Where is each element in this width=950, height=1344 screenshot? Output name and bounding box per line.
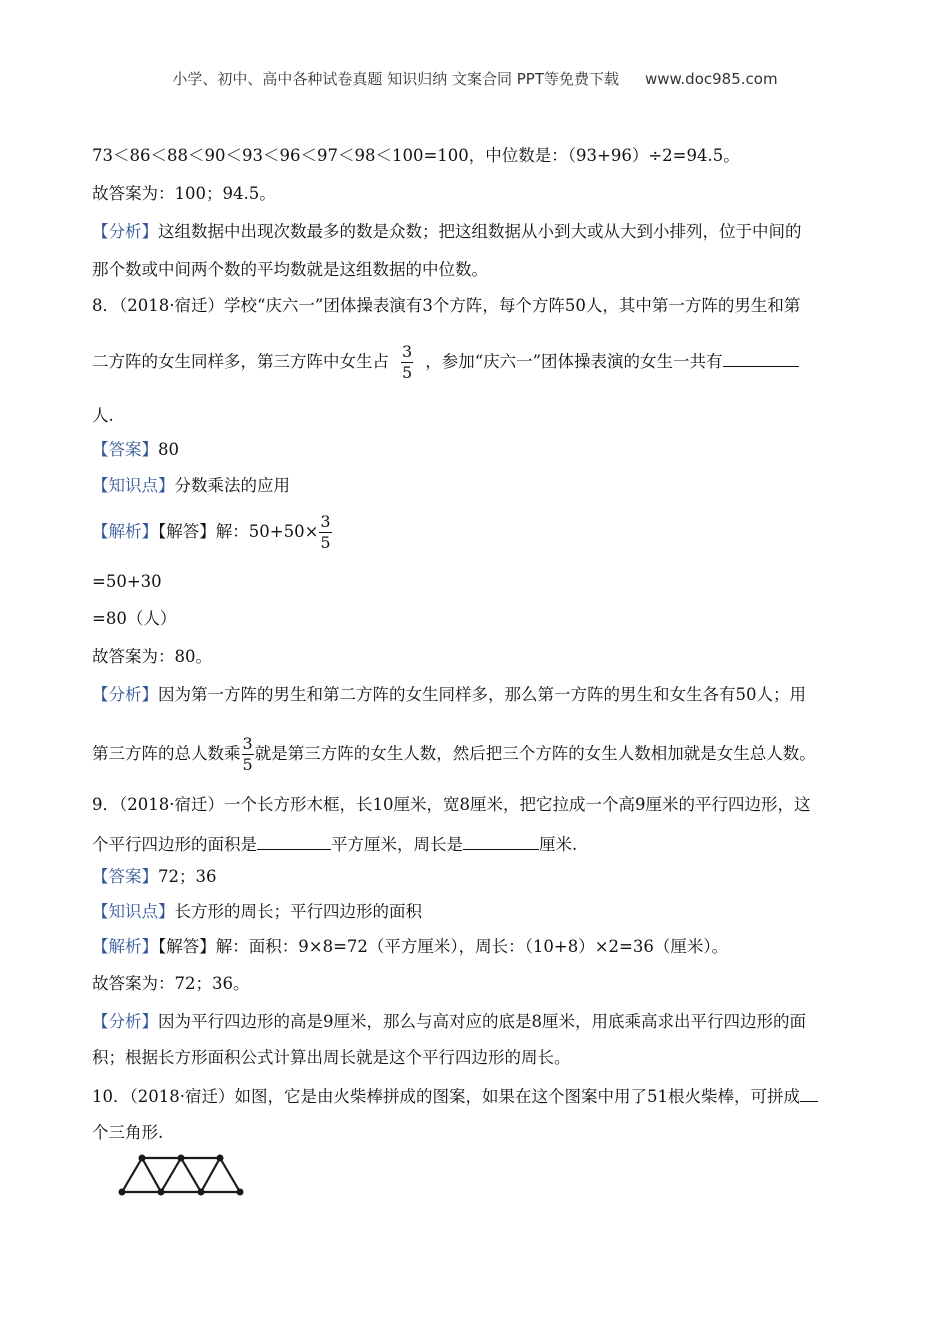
q10-question-line1 (92, 1085, 818, 1107)
matchstick (201, 1158, 220, 1192)
fraction-three-fifths (319, 512, 331, 553)
matchstick-triangles-figure (112, 1150, 252, 1202)
answer-blank[interactable] (800, 1085, 818, 1102)
answer-tag: 【答案】 (92, 440, 158, 459)
header-url[interactable]: www.doc985.com (644, 70, 778, 88)
q8-analysis (92, 685, 806, 705)
q8-answer-value: 80 (158, 440, 179, 459)
q8-knowledge (92, 476, 290, 496)
knowledge-tag: 【知识点】 (92, 902, 175, 921)
matchstick-joint (237, 1189, 244, 1196)
q7-analysis-cont: 那个数或中间两个数的平均数就是这组数据的中位数。 (92, 260, 488, 279)
analysis-tag: 【分析】 (92, 1012, 158, 1031)
q9-line2-part-c: 厘米. (539, 835, 578, 854)
matchstick-joint (217, 1155, 224, 1162)
q8-step1: =50+30 (92, 572, 162, 591)
fraction-three-fifths (242, 734, 254, 775)
q7-analysis (92, 222, 802, 242)
q8-knowledge-text: 分数乘法的应用 (174, 476, 290, 495)
fraction-denominator: 5 (242, 755, 253, 774)
q8-analysis-part-a: 第三方阵的总人数乘 (92, 744, 241, 763)
q8-line2-part-b: ，参加“庆六一”团体操表演的女生一共有 (425, 352, 723, 371)
q9-analysis-cont: 积；根据长方形面积公式计算出周长就是这个平行四边形的周长。 (92, 1048, 571, 1067)
matchstick-joint (198, 1189, 205, 1196)
page-header (0, 68, 950, 89)
header-text: 小学、初中、高中各种试卷真题 知识归纳 文案合同 PPT等免费下载 (172, 70, 619, 88)
fraction-three-fifths (401, 342, 413, 383)
q9-analysis (92, 1012, 806, 1032)
matchstick (181, 1158, 201, 1192)
q8-analysis-part-b: 就是第三方阵的女生人数，然后把三个方阵的女生人数相加就是女生总人数。 (254, 744, 816, 763)
q9-solution-text: 【解答】解：面积：9×8=72（平方厘米），周长：（10+8）×2=36（厘米）。 (158, 937, 729, 956)
q8-solution-text: 【解答】解：50+50× (158, 522, 319, 541)
q10-question-line2: 个三角形. (92, 1123, 164, 1142)
q7-median-line: 73＜86＜88＜90＜93＜96＜97＜98＜100=100，中位数是：（93+96）÷2=94.5。 (92, 146, 740, 165)
q8-solution (92, 512, 333, 553)
knowledge-tag: 【知识点】 (92, 476, 175, 495)
q8-step2: =80（人） (92, 609, 177, 628)
q9-knowledge (92, 902, 422, 922)
analysis-tag: 【分析】 (92, 685, 158, 704)
q7-analysis-text-1: 这组数据中出现次数最多的数是众数；把这组数据从小到大或从大到小排列，位于中间的 (158, 222, 802, 241)
fraction-numerator: 3 (402, 342, 413, 361)
q9-knowledge-text: 长方形的周长；平行四边形的面积 (174, 902, 422, 921)
q8-analysis-text-1: 因为第一方阵的男生和第二方阵的女生同样多，那么第一方阵的男生和女生各有50人；用 (158, 685, 806, 704)
matchstick-joint (158, 1189, 165, 1196)
matchstick (122, 1158, 142, 1192)
q9-analysis-text-1: 因为平行四边形的高是9厘米，那么与高对应的底是8厘米，用底乘高求出平行四边形的面 (158, 1012, 806, 1031)
matchstick (161, 1158, 181, 1192)
answer-tag: 【答案】 (92, 867, 158, 886)
fraction-numerator: 3 (320, 512, 331, 531)
answer-blank[interactable] (723, 350, 799, 367)
fraction-denominator: 5 (320, 533, 331, 552)
answer-blank[interactable] (463, 833, 539, 850)
analysis-tag: 【分析】 (92, 222, 158, 241)
q10-line1-text: 10．（2018·宿迁）如图，它是由火柴棒拼成的图案，如果在这个图案中用了51根火柴棒，可拼成 (92, 1087, 800, 1106)
answer-blank[interactable] (257, 833, 331, 850)
q8-question-line3: 人. (92, 406, 114, 425)
solution-tag: 【解析】 (92, 522, 158, 541)
q9-question-line2 (92, 833, 577, 855)
q8-question-line2 (92, 342, 799, 383)
matchstick-joint (178, 1155, 185, 1162)
matchstick-joint (139, 1155, 146, 1162)
q9-conclusion: 故答案为：72；36。 (92, 974, 250, 993)
q8-conclusion: 故答案为：80。 (92, 647, 212, 666)
matchstick (220, 1158, 240, 1192)
matchstick-joint (119, 1189, 126, 1196)
q8-analysis-cont (92, 734, 816, 775)
q9-line2-part-b: 平方厘米，周长是 (331, 835, 463, 854)
q8-answer (92, 440, 179, 460)
q9-line2-part-a: 个平行四边形的面积是 (92, 835, 257, 854)
q7-answer: 故答案为：100；94.5。 (92, 184, 276, 203)
q9-answer (92, 867, 217, 887)
q9-answer-value: 72；36 (158, 867, 217, 886)
q9-question-line1: 9．（2018·宿迁）一个长方形木框，长10厘米，宽8厘米，把它拉成一个高9厘米的平行四边形，这 (92, 795, 811, 814)
matchstick (142, 1158, 161, 1192)
fraction-numerator: 3 (242, 734, 253, 753)
q8-line2-part-a: 二方阵的女生同样多，第三方阵中女生占 (92, 352, 389, 371)
q9-solution (92, 937, 728, 957)
fraction-denominator: 5 (402, 363, 413, 382)
q8-question-line1: 8．（2018·宿迁）学校“庆六一”团体操表演有3个方阵，每个方阵50人，其中第一方阵的男生和第 (92, 296, 801, 315)
solution-tag: 【解析】 (92, 937, 158, 956)
